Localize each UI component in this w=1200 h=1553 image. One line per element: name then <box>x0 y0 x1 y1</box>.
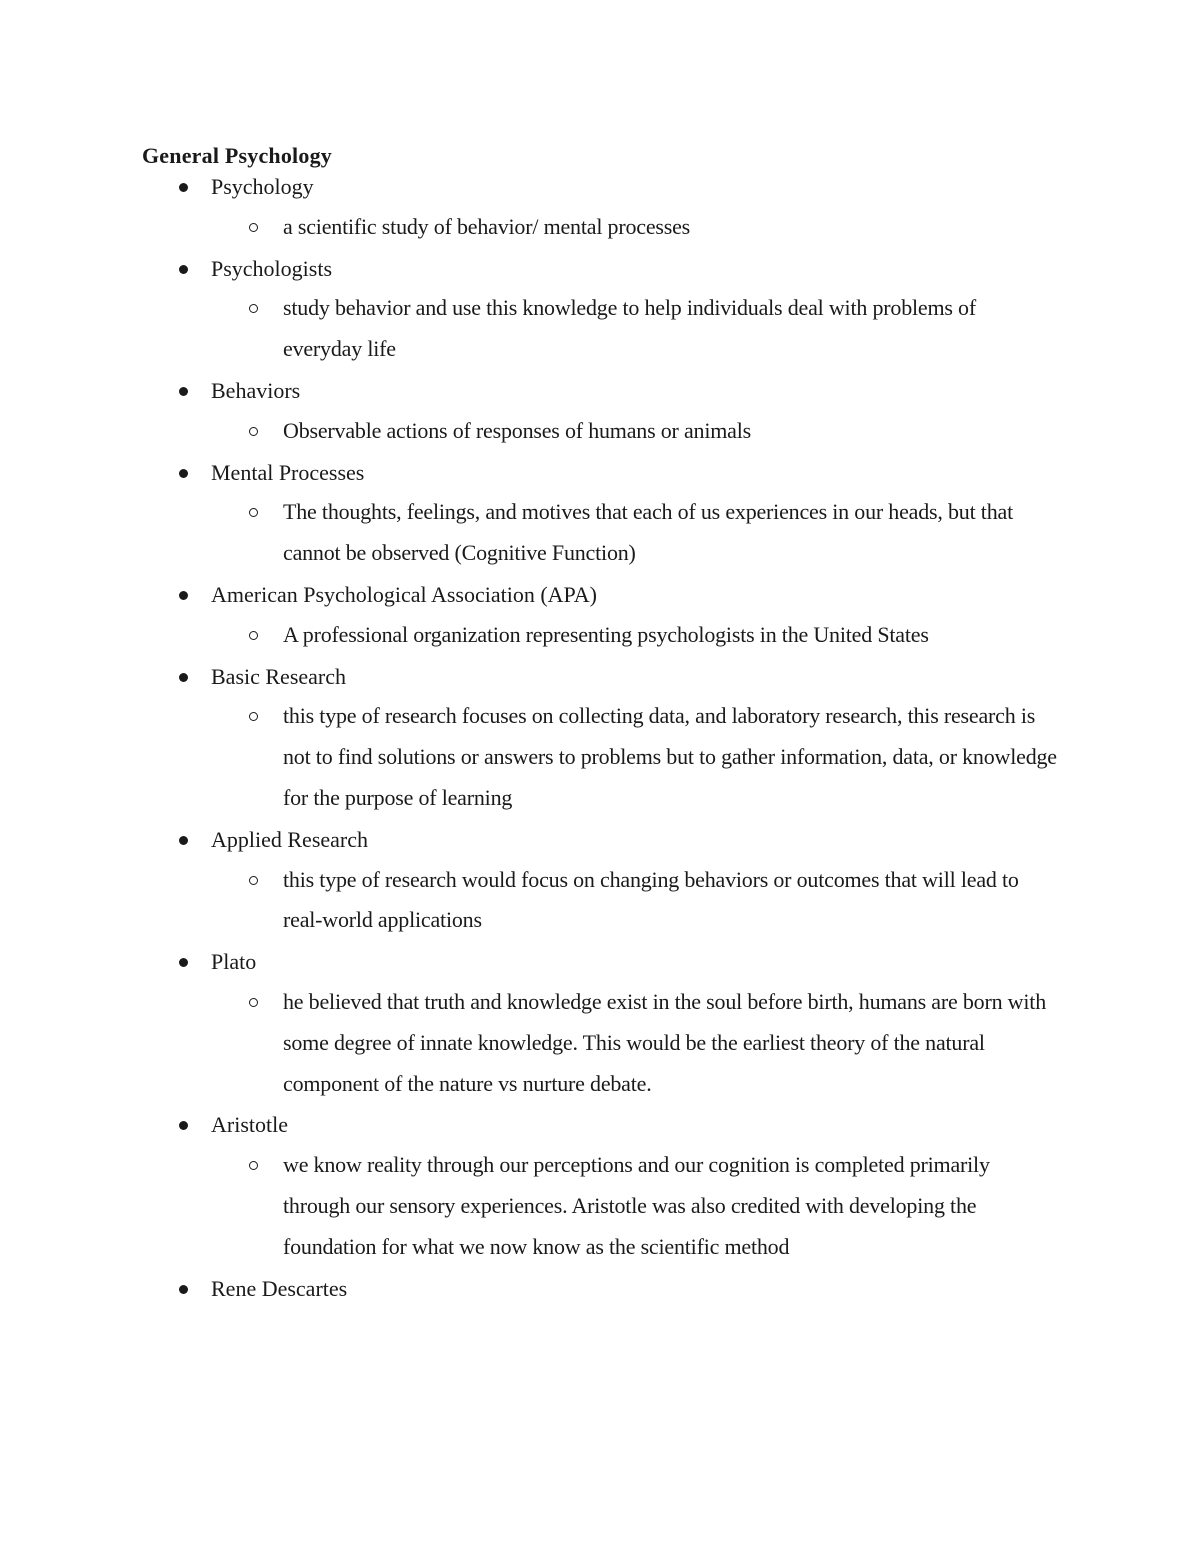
outline-item <box>0 458 1200 574</box>
filled-bullet-icon <box>179 183 188 192</box>
hollow-bullet-icon <box>249 427 258 436</box>
definition-text: he believed that truth and knowledge exist in the soul before birth, humans are born with some degree of innate knowledge. This would be the earliest theory of the natural component of the nature vs nurture debate. <box>283 988 1046 1096</box>
definition-list <box>0 982 1200 1104</box>
definition-list <box>0 1145 1200 1267</box>
term-label: Behaviors <box>211 377 301 403</box>
document-title: General Psychology <box>142 143 332 168</box>
filled-bullet-icon <box>179 673 188 682</box>
definition-list <box>0 207 1200 248</box>
filled-bullet-icon <box>179 387 188 396</box>
hollow-bullet-icon <box>249 998 258 1007</box>
term-label: Aristotle <box>211 1112 288 1138</box>
hollow-bullet-icon <box>249 631 258 640</box>
definition-list <box>0 615 1200 656</box>
hollow-bullet-icon <box>249 304 258 313</box>
filled-bullet-icon <box>179 836 188 845</box>
outline-item <box>0 825 1200 941</box>
term-label: Plato <box>211 949 257 975</box>
definition-item <box>0 1145 1200 1267</box>
term-label: Mental Processes <box>211 459 365 485</box>
definition-item <box>0 288 1200 370</box>
outline-item <box>0 376 1200 452</box>
filled-bullet-icon <box>179 469 188 478</box>
definition-item <box>0 492 1200 574</box>
definition-text: Observable actions of responses of humans or animals <box>283 417 751 443</box>
definition-text: a scientific study of behavior/ mental processes <box>283 213 691 239</box>
term-row <box>0 1274 1200 1315</box>
definition-text: A professional organization representing psychologists in the United States <box>283 621 929 647</box>
definition-item <box>0 615 1200 656</box>
definition-item <box>0 982 1200 1104</box>
filled-bullet-icon <box>179 591 188 600</box>
term-label: Rene Descartes <box>211 1275 348 1301</box>
outline-item <box>0 1274 1200 1315</box>
filled-bullet-icon <box>179 265 188 274</box>
definition-list <box>0 696 1200 818</box>
outline-item <box>0 580 1200 656</box>
definition-list <box>0 411 1200 452</box>
outline-item <box>0 662 1200 819</box>
term-label: American Psychological Association (APA) <box>211 581 597 607</box>
definition-text: this type of research focuses on collecting data, and laboratory research, this research is not to find solutions or answers to problems but to gather information, data, or knowledge for the purpose of learning <box>283 703 1057 810</box>
definition-item <box>0 207 1200 248</box>
hollow-bullet-icon <box>249 1161 258 1170</box>
filled-bullet-icon <box>179 958 188 967</box>
outline-item <box>0 172 1200 248</box>
definition-list <box>0 492 1200 574</box>
hollow-bullet-icon <box>249 876 258 885</box>
hollow-bullet-icon <box>249 712 258 721</box>
term-label: Basic Research <box>211 663 346 689</box>
definition-item <box>0 860 1200 942</box>
outline-item <box>0 254 1200 370</box>
definition-text: The thoughts, feelings, and motives that each of us experiences in our heads, but that cannot be observed (Cognitive Function) <box>283 499 1013 566</box>
definition-item <box>0 696 1200 818</box>
definition-list <box>0 860 1200 942</box>
definition-text: this type of research would focus on changing behaviors or outcomes that will lead to real-world applications <box>283 866 1019 933</box>
outline-item <box>0 947 1200 1104</box>
definition-text: study behavior and use this knowledge to help individuals deal with problems of everyday life <box>283 295 976 362</box>
filled-bullet-icon <box>179 1121 188 1130</box>
outline-item <box>0 1110 1200 1267</box>
hollow-bullet-icon <box>249 508 258 517</box>
term-label: Psychology <box>211 174 314 199</box>
term-label: Applied Research <box>211 826 368 852</box>
term-outline <box>0 172 1200 1314</box>
definition-list <box>0 288 1200 370</box>
definition-item <box>0 411 1200 452</box>
term-label: Psychologists <box>211 255 333 281</box>
definition-text: we know reality through our perceptions and our cognition is completed primarily through our sensory experiences. Aristotle was also credited with developing the foundation for what we now know as the scientific method <box>283 1152 990 1259</box>
hollow-bullet-icon <box>249 223 258 232</box>
filled-bullet-icon <box>179 1285 188 1294</box>
